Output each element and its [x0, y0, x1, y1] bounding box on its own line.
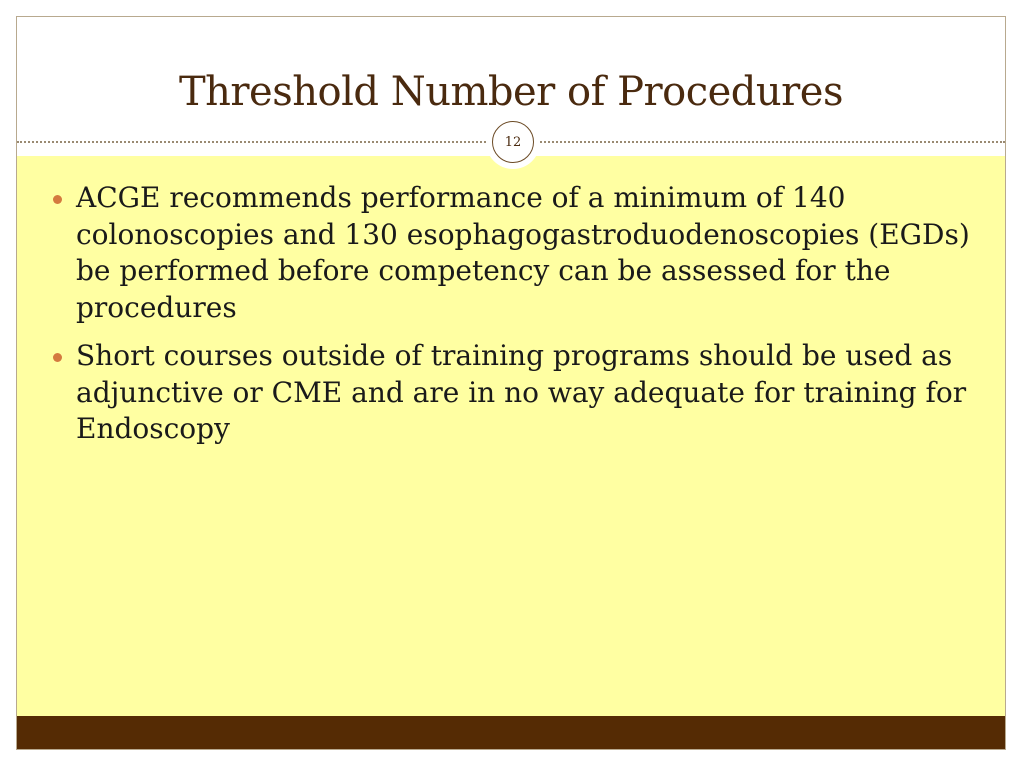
- bullet-item: [40, 338, 980, 448]
- bullet-list: [40, 180, 980, 460]
- bullet-dot-icon: [53, 195, 62, 204]
- bullet-text: ACGE recommends performance of a minimum of 140 colonoscopies and 130 esophagogastroduodenoscopies (EGDs) be performed before competency can be assessed for the procedures: [76, 181, 970, 324]
- slide-number-ring: [492, 121, 534, 163]
- slide-number: 12: [504, 134, 522, 150]
- bullet-dot-icon: [53, 353, 62, 362]
- footer-bar: [17, 716, 1005, 749]
- bullet-text: Short courses outside of training programs should be used as adjunctive or CME and are in no way adequate for training for Endoscopy: [76, 339, 967, 445]
- slide-number-badge: [486, 115, 540, 169]
- bullet-item: [40, 180, 980, 326]
- slide-title: Threshold Number of Procedures: [178, 69, 843, 115]
